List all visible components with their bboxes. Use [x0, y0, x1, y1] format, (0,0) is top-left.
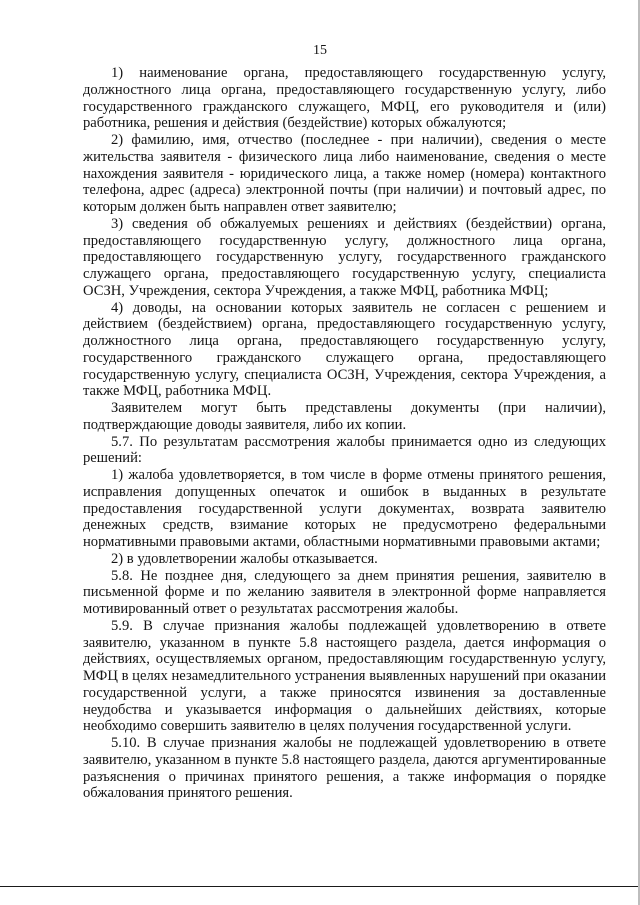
paragraph-item-3-appealed-decisions: 3) сведения об обжалуемых решениях и действиях (бездействии) органа, предоставляющего государственную услугу, должностного лица органа, предоставляющего государственную услугу, государственного гражданского служащего органа, предоставляющего государственную услугу, специалиста ОСЗН, Учреждения, сектора Учреждения, а также МФЦ, работника МФЦ; — [83, 215, 606, 299]
paragraph-5-10: 5.10. В случае признания жалобы не подлежащей удовлетворению в ответе заявителю, указанном в пункте 5.8 настоящего раздела, даются аргументированные разъяснения о причинах принятого решения, а также информация о порядке обжалования принятого решения. — [83, 735, 606, 802]
paragraph-5-9: 5.9. В случае признания жалобы подлежащей удовлетворению в ответе заявителю, указанном в пункте 5.8 настоящего раздела, дается информация о действиях, осуществляемых органом, предоставляющим государственную услугу, МФЦ в целях незамедлительного устранения выявленных нарушений при оказании государственной услуги, а также приносятся извинения за доставленные неудобства и указывается информация о дальнейших действиях, которые необходимо совершить заявителю в целях получения государственной услуги. — [83, 617, 606, 735]
paragraph-item-2-applicant-info: 2) фамилию, имя, отчество (последнее - при наличии), сведения о месте жительства заявителя - физического лица либо наименование, сведения о месте нахождения заявителя - юридического лица, а также номер (номера) контактного телефона, адрес (адреса) электронной почты (при наличии) и почтовый адрес, по которым должен быть направлен ответ заявителю; — [83, 132, 606, 215]
footer-rule — [0, 886, 640, 887]
document-body — [83, 65, 606, 802]
paragraph-item-4-arguments: 4) доводы, на основании которых заявитель не согласен с решением и действием (бездействием) органа, предоставляющего государственную услугу, должностного лица органа, предоставляющего государственную услугу, государственного гражданского служащего органа, предоставляющего государственную услугу, специалиста ОСЗН, Учреждения, сектора Учреждения, а также МФЦ, работника МФЦ. — [83, 299, 606, 400]
paragraph-5-7-option-1: 1) жалоба удовлетворяется, в том числе в форме отмены принятого решения, исправления допущенных опечаток и ошибок в выданных в результате предоставления государственной услуги документах, возврата заявителю денежных средств, взимание которых не предусмотрено федеральными нормативными правовыми актами, областными нормативными правовыми актами; — [83, 467, 606, 550]
paragraph-item-1-authority: 1) наименование органа, предоставляющего государственную услугу, должностного лица органа, предоставляющего государственную услугу, либо государственного гражданского служащего, МФЦ, его руководителя и (или) работника, решения и действия (бездействие) которых обжалуются; — [83, 65, 606, 132]
page-number: 15 — [313, 43, 327, 58]
paragraph-5-8: 5.8. Не позднее дня, следующего за днем принятия решения, заявителю в письменной форме и по желанию заявителя в электронной форме направляется мотивированный ответ о результатах рассмотрения жалобы. — [83, 567, 606, 617]
paragraph-supporting-documents: Заявителем могут быть представлены документы (при наличии), подтверждающие доводы заявителя, либо их копии. — [83, 400, 606, 433]
paragraph-5-7-option-2: 2) в удовлетворении жалобы отказывается. — [111, 550, 378, 567]
paragraph-5-7: 5.7. По результатам рассмотрения жалобы принимается одно из следующих решений: — [83, 433, 606, 467]
